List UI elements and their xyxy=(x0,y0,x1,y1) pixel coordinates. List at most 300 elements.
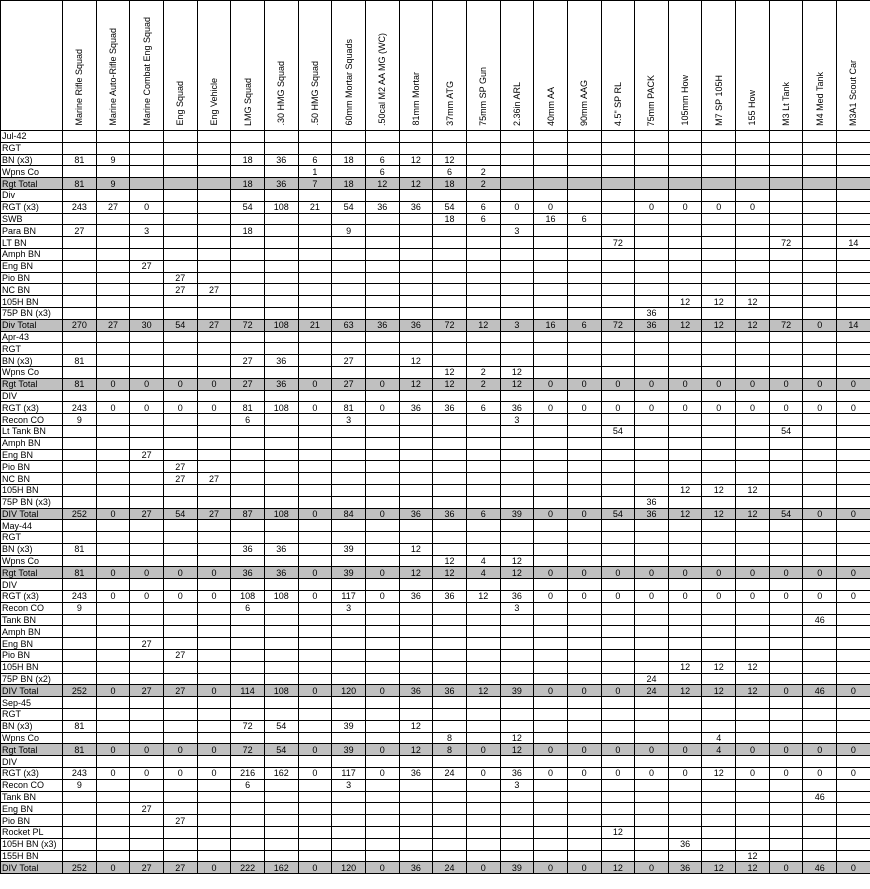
table-cell xyxy=(399,496,433,508)
table-cell: 0 xyxy=(635,378,669,390)
table-row xyxy=(1,732,870,744)
table-cell xyxy=(803,850,837,862)
table-row xyxy=(1,520,870,532)
table-cell xyxy=(399,838,433,850)
table-cell xyxy=(332,142,366,154)
table-cell xyxy=(298,520,332,532)
table-cell xyxy=(702,815,736,827)
table-cell xyxy=(567,614,601,626)
table-cell: 30 xyxy=(130,319,164,331)
table-cell: 54 xyxy=(433,201,467,213)
table-cell xyxy=(197,248,231,260)
table-cell xyxy=(635,815,669,827)
table-cell: 27 xyxy=(197,473,231,485)
table-cell xyxy=(365,626,399,638)
table-cell xyxy=(837,532,870,544)
table-cell xyxy=(601,520,635,532)
table-cell xyxy=(668,272,702,284)
table-cell: 46 xyxy=(803,685,837,697)
table-cell xyxy=(365,555,399,567)
table-cell xyxy=(736,650,770,662)
table-cell: 270 xyxy=(63,319,97,331)
table-cell xyxy=(130,437,164,449)
row-label: RGT (x3) xyxy=(1,768,63,780)
table-cell xyxy=(163,638,197,650)
table-cell: 39 xyxy=(332,543,366,555)
table-cell xyxy=(837,650,870,662)
table-cell: 0 xyxy=(130,591,164,603)
table-cell xyxy=(534,720,568,732)
table-cell xyxy=(197,709,231,721)
table-cell xyxy=(63,827,97,839)
total-row xyxy=(1,862,870,874)
table-cell xyxy=(837,850,870,862)
table-cell xyxy=(837,602,870,614)
total-row xyxy=(1,378,870,390)
table-cell xyxy=(803,579,837,591)
table-cell xyxy=(231,791,265,803)
table-cell xyxy=(668,307,702,319)
table-cell: 12 xyxy=(736,508,770,520)
table-cell xyxy=(769,284,803,296)
table-cell xyxy=(702,343,736,355)
table-cell xyxy=(601,307,635,319)
table-cell xyxy=(298,425,332,437)
table-cell: 12 xyxy=(601,827,635,839)
table-cell: 0 xyxy=(197,768,231,780)
table-row xyxy=(1,414,870,426)
table-cell: 6 xyxy=(231,602,265,614)
table-cell xyxy=(769,779,803,791)
column-header xyxy=(63,1,97,131)
table-cell xyxy=(365,543,399,555)
table-cell: 36 xyxy=(365,319,399,331)
table-cell xyxy=(769,296,803,308)
table-cell: 54 xyxy=(601,508,635,520)
column-header xyxy=(736,1,770,131)
table-cell xyxy=(500,827,534,839)
table-cell xyxy=(668,425,702,437)
table-row xyxy=(1,555,870,567)
table-cell xyxy=(298,850,332,862)
table-row xyxy=(1,437,870,449)
table-cell xyxy=(534,390,568,402)
table-cell: 4 xyxy=(702,732,736,744)
table-cell xyxy=(298,366,332,378)
table-cell xyxy=(736,579,770,591)
table-cell xyxy=(96,543,130,555)
table-cell xyxy=(298,650,332,662)
table-cell xyxy=(736,284,770,296)
table-cell xyxy=(298,437,332,449)
table-cell xyxy=(567,343,601,355)
table-cell xyxy=(702,166,736,178)
table-cell xyxy=(163,496,197,508)
table-cell: 0 xyxy=(635,862,669,874)
table-cell xyxy=(197,555,231,567)
table-cell xyxy=(500,390,534,402)
table-cell: 54 xyxy=(163,319,197,331)
table-cell xyxy=(803,131,837,143)
table-cell xyxy=(769,602,803,614)
table-cell: 0 xyxy=(163,768,197,780)
table-cell xyxy=(298,815,332,827)
table-cell xyxy=(332,343,366,355)
table-cell xyxy=(433,272,467,284)
table-cell xyxy=(769,307,803,319)
table-cell xyxy=(163,307,197,319)
column-header-label: .50 HMG Squad xyxy=(309,61,320,126)
table-cell xyxy=(298,343,332,355)
table-cell xyxy=(433,791,467,803)
table-cell xyxy=(668,602,702,614)
table-cell xyxy=(197,437,231,449)
table-cell xyxy=(769,131,803,143)
table-cell xyxy=(702,602,736,614)
table-cell xyxy=(601,555,635,567)
table-cell: 12 xyxy=(601,862,635,874)
column-header-label: .30 HMG Squad xyxy=(276,61,287,126)
table-cell: 54 xyxy=(332,201,366,213)
table-cell xyxy=(837,178,870,190)
table-cell: 0 xyxy=(534,201,568,213)
table-cell xyxy=(837,437,870,449)
table-cell xyxy=(466,437,500,449)
table-cell xyxy=(769,709,803,721)
table-cell xyxy=(332,850,366,862)
row-label: Para BN xyxy=(1,225,63,237)
table-cell xyxy=(567,579,601,591)
table-cell xyxy=(163,661,197,673)
table-cell xyxy=(668,543,702,555)
table-cell xyxy=(668,496,702,508)
table-cell xyxy=(668,579,702,591)
table-cell xyxy=(96,414,130,426)
table-cell xyxy=(130,697,164,709)
table-cell xyxy=(500,756,534,768)
table-cell: 81 xyxy=(63,355,97,367)
table-cell xyxy=(567,602,601,614)
table-cell xyxy=(365,225,399,237)
table-cell: 12 xyxy=(702,508,736,520)
table-cell xyxy=(130,166,164,178)
table-cell xyxy=(399,284,433,296)
table-cell xyxy=(769,213,803,225)
table-cell xyxy=(197,272,231,284)
table-cell xyxy=(365,248,399,260)
table-cell xyxy=(96,791,130,803)
table-cell xyxy=(466,709,500,721)
table-cell xyxy=(63,296,97,308)
table-cell xyxy=(736,638,770,650)
table-row xyxy=(1,296,870,308)
table-cell xyxy=(332,791,366,803)
table-cell xyxy=(332,732,366,744)
row-label: Pio BN xyxy=(1,650,63,662)
column-header xyxy=(635,1,669,131)
table-cell xyxy=(399,756,433,768)
header-row xyxy=(1,1,870,131)
table-cell xyxy=(63,425,97,437)
table-cell xyxy=(130,779,164,791)
table-cell xyxy=(264,366,298,378)
table-cell xyxy=(298,791,332,803)
table-cell xyxy=(702,225,736,237)
table-cell xyxy=(601,461,635,473)
table-cell: 36 xyxy=(399,201,433,213)
table-cell xyxy=(567,296,601,308)
table-cell: 0 xyxy=(601,744,635,756)
table-cell xyxy=(298,131,332,143)
table-cell xyxy=(433,307,467,319)
table-cell: 36 xyxy=(433,508,467,520)
table-cell xyxy=(130,425,164,437)
table-cell xyxy=(601,366,635,378)
table-cell xyxy=(736,791,770,803)
table-cell xyxy=(399,331,433,343)
table-cell xyxy=(635,296,669,308)
table-cell xyxy=(702,366,736,378)
table-cell xyxy=(837,473,870,485)
table-cell xyxy=(399,673,433,685)
table-cell: 0 xyxy=(668,378,702,390)
table-cell xyxy=(96,673,130,685)
table-cell xyxy=(231,614,265,626)
table-cell xyxy=(736,709,770,721)
table-cell xyxy=(332,697,366,709)
table-row xyxy=(1,343,870,355)
table-cell xyxy=(668,732,702,744)
table-cell xyxy=(466,461,500,473)
table-cell: 0 xyxy=(96,378,130,390)
table-cell: 12 xyxy=(399,744,433,756)
table-cell: 3 xyxy=(332,779,366,791)
table-cell xyxy=(433,473,467,485)
table-cell: 36 xyxy=(500,768,534,780)
table-cell: 0 xyxy=(298,862,332,874)
table-cell xyxy=(534,579,568,591)
table-cell xyxy=(197,520,231,532)
table-cell xyxy=(96,756,130,768)
table-cell xyxy=(399,827,433,839)
table-cell xyxy=(298,296,332,308)
table-cell: 27 xyxy=(130,508,164,520)
column-header xyxy=(197,1,231,131)
table-cell: 9 xyxy=(96,154,130,166)
table-cell: 0 xyxy=(769,378,803,390)
table-cell xyxy=(96,697,130,709)
table-cell: 72 xyxy=(231,319,265,331)
table-cell xyxy=(433,248,467,260)
table-cell xyxy=(601,437,635,449)
table-cell xyxy=(96,425,130,437)
table-cell xyxy=(96,532,130,544)
table-cell xyxy=(736,178,770,190)
table-cell xyxy=(668,473,702,485)
table-cell xyxy=(466,473,500,485)
table-cell: 36 xyxy=(399,862,433,874)
table-cell xyxy=(163,602,197,614)
table-cell xyxy=(534,189,568,201)
table-cell xyxy=(500,355,534,367)
table-cell: 72 xyxy=(769,319,803,331)
table-cell: 12 xyxy=(668,319,702,331)
table-cell xyxy=(298,213,332,225)
table-cell xyxy=(466,791,500,803)
table-cell xyxy=(231,650,265,662)
table-cell: 9 xyxy=(63,414,97,426)
table-cell xyxy=(197,697,231,709)
table-cell xyxy=(399,390,433,402)
table-cell xyxy=(769,496,803,508)
table-row xyxy=(1,638,870,650)
table-cell xyxy=(702,626,736,638)
table-cell xyxy=(635,532,669,544)
table-cell xyxy=(803,142,837,154)
table-cell: 0 xyxy=(803,402,837,414)
table-cell xyxy=(433,425,467,437)
table-cell: 0 xyxy=(163,744,197,756)
table-cell xyxy=(466,142,500,154)
table-cell xyxy=(96,661,130,673)
table-cell xyxy=(837,791,870,803)
table-cell xyxy=(399,296,433,308)
table-cell xyxy=(264,331,298,343)
table-cell: 0 xyxy=(365,768,399,780)
table-cell xyxy=(702,532,736,544)
table-cell xyxy=(365,850,399,862)
table-cell xyxy=(433,709,467,721)
table-row xyxy=(1,131,870,143)
table-cell: 0 xyxy=(736,201,770,213)
table-cell xyxy=(130,484,164,496)
table-cell xyxy=(399,661,433,673)
table-cell: 84 xyxy=(332,508,366,520)
table-cell xyxy=(601,142,635,154)
table-cell xyxy=(63,650,97,662)
table-cell xyxy=(567,791,601,803)
table-cell: 46 xyxy=(803,614,837,626)
table-cell xyxy=(399,532,433,544)
table-cell xyxy=(63,532,97,544)
table-cell xyxy=(231,449,265,461)
table-cell: 12 xyxy=(500,744,534,756)
table-cell xyxy=(365,650,399,662)
table-cell: 72 xyxy=(231,720,265,732)
table-cell xyxy=(231,425,265,437)
table-cell: 0 xyxy=(298,685,332,697)
table-cell xyxy=(567,189,601,201)
table-cell xyxy=(668,779,702,791)
table-cell xyxy=(332,284,366,296)
table-cell xyxy=(635,709,669,721)
table-cell xyxy=(837,154,870,166)
column-header-label: 75mm PACK xyxy=(646,74,657,126)
table-cell xyxy=(803,827,837,839)
table-cell xyxy=(298,579,332,591)
table-cell xyxy=(231,213,265,225)
table-cell xyxy=(399,425,433,437)
table-cell xyxy=(736,237,770,249)
table-cell xyxy=(298,390,332,402)
table-cell: 27 xyxy=(197,508,231,520)
table-cell: 1 xyxy=(298,166,332,178)
table-cell: 0 xyxy=(635,591,669,603)
table-cell xyxy=(399,225,433,237)
table-cell xyxy=(197,355,231,367)
table-cell xyxy=(399,307,433,319)
table-cell xyxy=(769,579,803,591)
table-cell: 12 xyxy=(466,591,500,603)
table-cell xyxy=(466,803,500,815)
table-cell: 6 xyxy=(365,154,399,166)
table-row xyxy=(1,425,870,437)
table-cell: 39 xyxy=(500,508,534,520)
table-cell xyxy=(231,850,265,862)
table-cell xyxy=(635,555,669,567)
table-cell: 54 xyxy=(231,201,265,213)
table-cell xyxy=(298,331,332,343)
table-cell: 12 xyxy=(399,543,433,555)
table-cell xyxy=(231,437,265,449)
table-cell xyxy=(264,390,298,402)
table-cell xyxy=(96,803,130,815)
table-cell xyxy=(96,331,130,343)
table-cell xyxy=(466,331,500,343)
column-header xyxy=(264,1,298,131)
table-cell xyxy=(635,756,669,768)
table-cell: 108 xyxy=(264,591,298,603)
table-cell xyxy=(635,732,669,744)
table-cell: 6 xyxy=(433,166,467,178)
table-cell xyxy=(601,815,635,827)
table-cell xyxy=(96,579,130,591)
table-row xyxy=(1,720,870,732)
table-cell xyxy=(769,827,803,839)
table-cell xyxy=(466,827,500,839)
table-cell xyxy=(702,284,736,296)
table-cell xyxy=(63,697,97,709)
table-row xyxy=(1,697,870,709)
table-cell xyxy=(769,532,803,544)
table-cell: 12 xyxy=(466,685,500,697)
table-cell: 72 xyxy=(433,319,467,331)
table-cell xyxy=(466,272,500,284)
table-cell xyxy=(298,614,332,626)
table-cell xyxy=(466,189,500,201)
table-cell xyxy=(298,709,332,721)
table-cell xyxy=(803,673,837,685)
table-cell xyxy=(264,850,298,862)
table-cell: 0 xyxy=(803,768,837,780)
table-cell xyxy=(365,189,399,201)
table-cell: 36 xyxy=(635,319,669,331)
table-cell xyxy=(668,638,702,650)
table-cell xyxy=(567,437,601,449)
table-cell xyxy=(197,178,231,190)
header-corner xyxy=(1,1,63,131)
table-cell xyxy=(736,437,770,449)
table-cell xyxy=(466,815,500,827)
table-row xyxy=(1,579,870,591)
table-cell: 36 xyxy=(500,591,534,603)
table-cell xyxy=(668,449,702,461)
row-label: Eng BN xyxy=(1,260,63,272)
table-cell: 0 xyxy=(635,567,669,579)
table-cell xyxy=(466,414,500,426)
table-cell: 54 xyxy=(264,720,298,732)
table-row xyxy=(1,307,870,319)
